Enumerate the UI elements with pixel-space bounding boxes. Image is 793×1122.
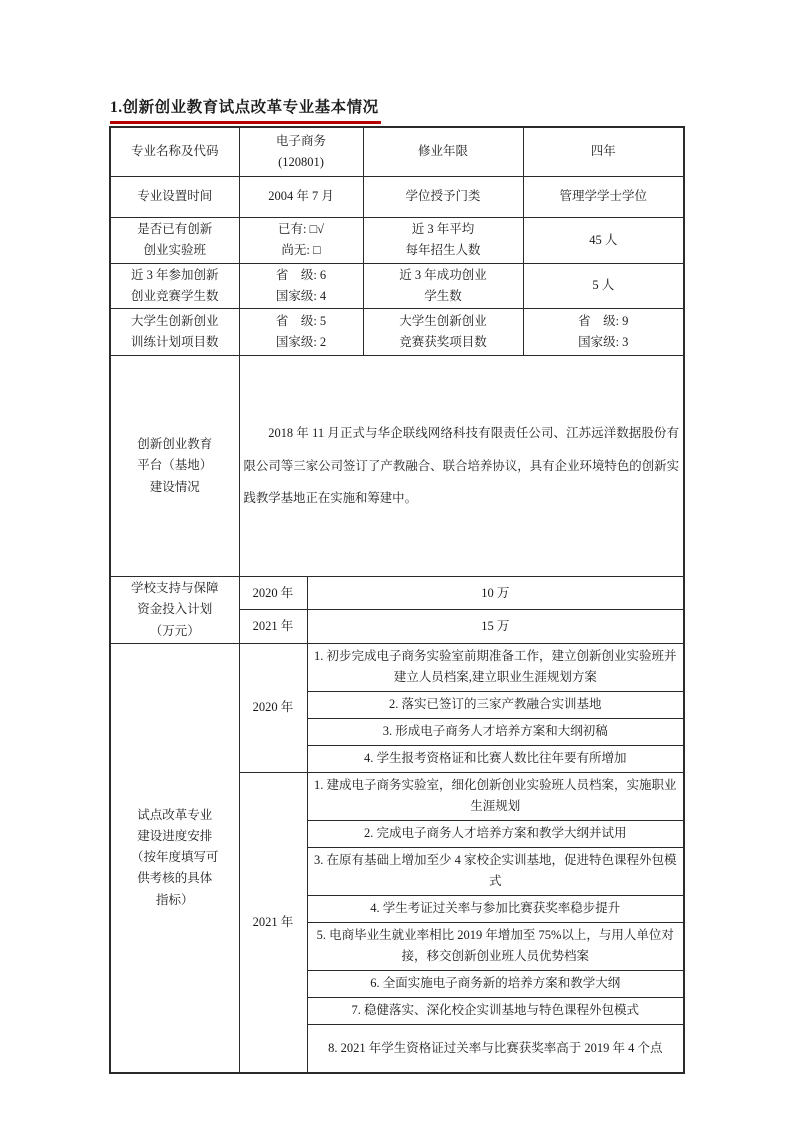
platform-construction-label: 创新创业教育 平台（基地） 建设情况 [110,356,239,577]
table-row [110,643,684,691]
schedule-label: 试点改革专业 建设进度安排 （按年度填写可 供考核的具体 指标） [110,643,239,1073]
award-projects-label: 大学生创新创业 竞赛获奖项目数 [363,309,523,356]
schedule-2021-item-2: 2. 完成电子商务人才培养方案和教学大纲并试用 [307,820,684,847]
table-row [110,577,684,610]
avg-enrollment-value: 45 人 [523,218,684,264]
table-row [110,218,684,264]
major-setup-time-value: 2004 年 7 月 [239,177,363,218]
platform-construction-text: 2018 年 11 月正式与华企联线网络科技有限责任公司、江苏远洋数据股份有限公司等三家公司签订了产教融合、联合培养协议，具有企业环境特色的创新实践教学基地正在实施和筹建中。 [239,356,684,577]
funding-plan-label: 学校支持与保障 资金投入计划 （万元） [110,577,239,644]
schedule-2020-item-3: 3. 形成电子商务人才培养方案和大纲初稿 [307,718,684,745]
schedule-2020-item-1: 1. 初步完成电子商务实验室前期准备工作，建立创新创业实验班并建立人员档案,建立职业生涯规划方案 [307,643,684,691]
schedule-year-2020: 2020 年 [239,643,307,772]
schedule-2021-item-1: 1. 建成电子商务实验室，细化创新创业实验班人员档案，实施职业生涯规划 [307,772,684,820]
funding-amount-2021: 15 万 [307,610,684,643]
award-projects-value: 省 级: 9 国家级: 3 [523,309,684,356]
major-code: (120801) [278,155,324,169]
table-row [110,127,684,177]
pilot-reform-info-table [109,126,685,1074]
schedule-year-2021: 2021 年 [239,772,307,1073]
major-name-code-label: 专业名称及代码 [110,127,239,177]
table-row [110,263,684,309]
checkbox-none: 尚无: □ [281,243,321,258]
training-projects-value: 省 级: 5 国家级: 2 [239,309,363,356]
checkbox-has: 已有: □√ [278,222,325,236]
table-row [110,309,684,356]
experiment-class-checkboxes [239,218,363,264]
funding-year-2021: 2021 年 [239,610,307,643]
funding-amount-2020: 10 万 [307,577,684,610]
training-projects-label: 大学生创新创业 训练计划项目数 [110,309,239,356]
table-row [110,356,684,577]
study-years-label: 修业年限 [363,127,523,177]
degree-category-value: 管理学学士学位 [523,177,684,218]
major-name: 电子商务 [276,133,327,148]
major-name-code-value [239,127,363,177]
schedule-2021-item-3: 3. 在原有基础上增加至少 4 家校企实训基地，促进特色课程外包模式 [307,847,684,895]
experiment-class-label: 是否已有创新 创业实验班 [110,218,239,264]
schedule-2020-item-4: 4. 学生报考资格证和比赛人数比往年要有所增加 [307,745,684,772]
schedule-2021-item-4: 4. 学生考证过关率与参加比赛获奖率稳步提升 [307,895,684,922]
degree-category-label: 学位授予门类 [363,177,523,218]
schedule-2021-item-5: 5. 电商毕业生就业率相比 2019 年增加至 75%以上，与用人单位对接，移交创新创业班人员优势档案 [307,922,684,970]
study-years-value: 四年 [523,127,684,177]
successful-startup-label: 近 3 年成功创业 学生数 [363,263,523,309]
schedule-2020-item-2: 2. 落实已签订的三家产教融合实训基地 [307,691,684,718]
competition-students-label: 近 3 年参加创新 创业竞赛学生数 [110,263,239,309]
successful-startup-value: 5 人 [523,263,684,309]
major-setup-time-label: 专业设置时间 [110,177,239,218]
funding-year-2020: 2020 年 [239,577,307,610]
competition-students-value: 省 级: 6 国家级: 4 [239,263,363,309]
schedule-2021-item-8: 8. 2021 年学生资格证过关率与比赛获奖率高于 2019 年 4 个点 [307,1024,684,1073]
avg-enrollment-label: 近 3 年平均 每年招生人数 [363,218,523,264]
schedule-2021-item-6: 6. 全面实施电子商务新的培养方案和教学大纲 [307,970,684,997]
page-title: 1.创新创业教育试点改革专业基本情况 [110,97,381,124]
table-row [110,177,684,218]
schedule-2021-item-7: 7. 稳健落实、深化校企实训基地与特色课程外包模式 [307,997,684,1024]
